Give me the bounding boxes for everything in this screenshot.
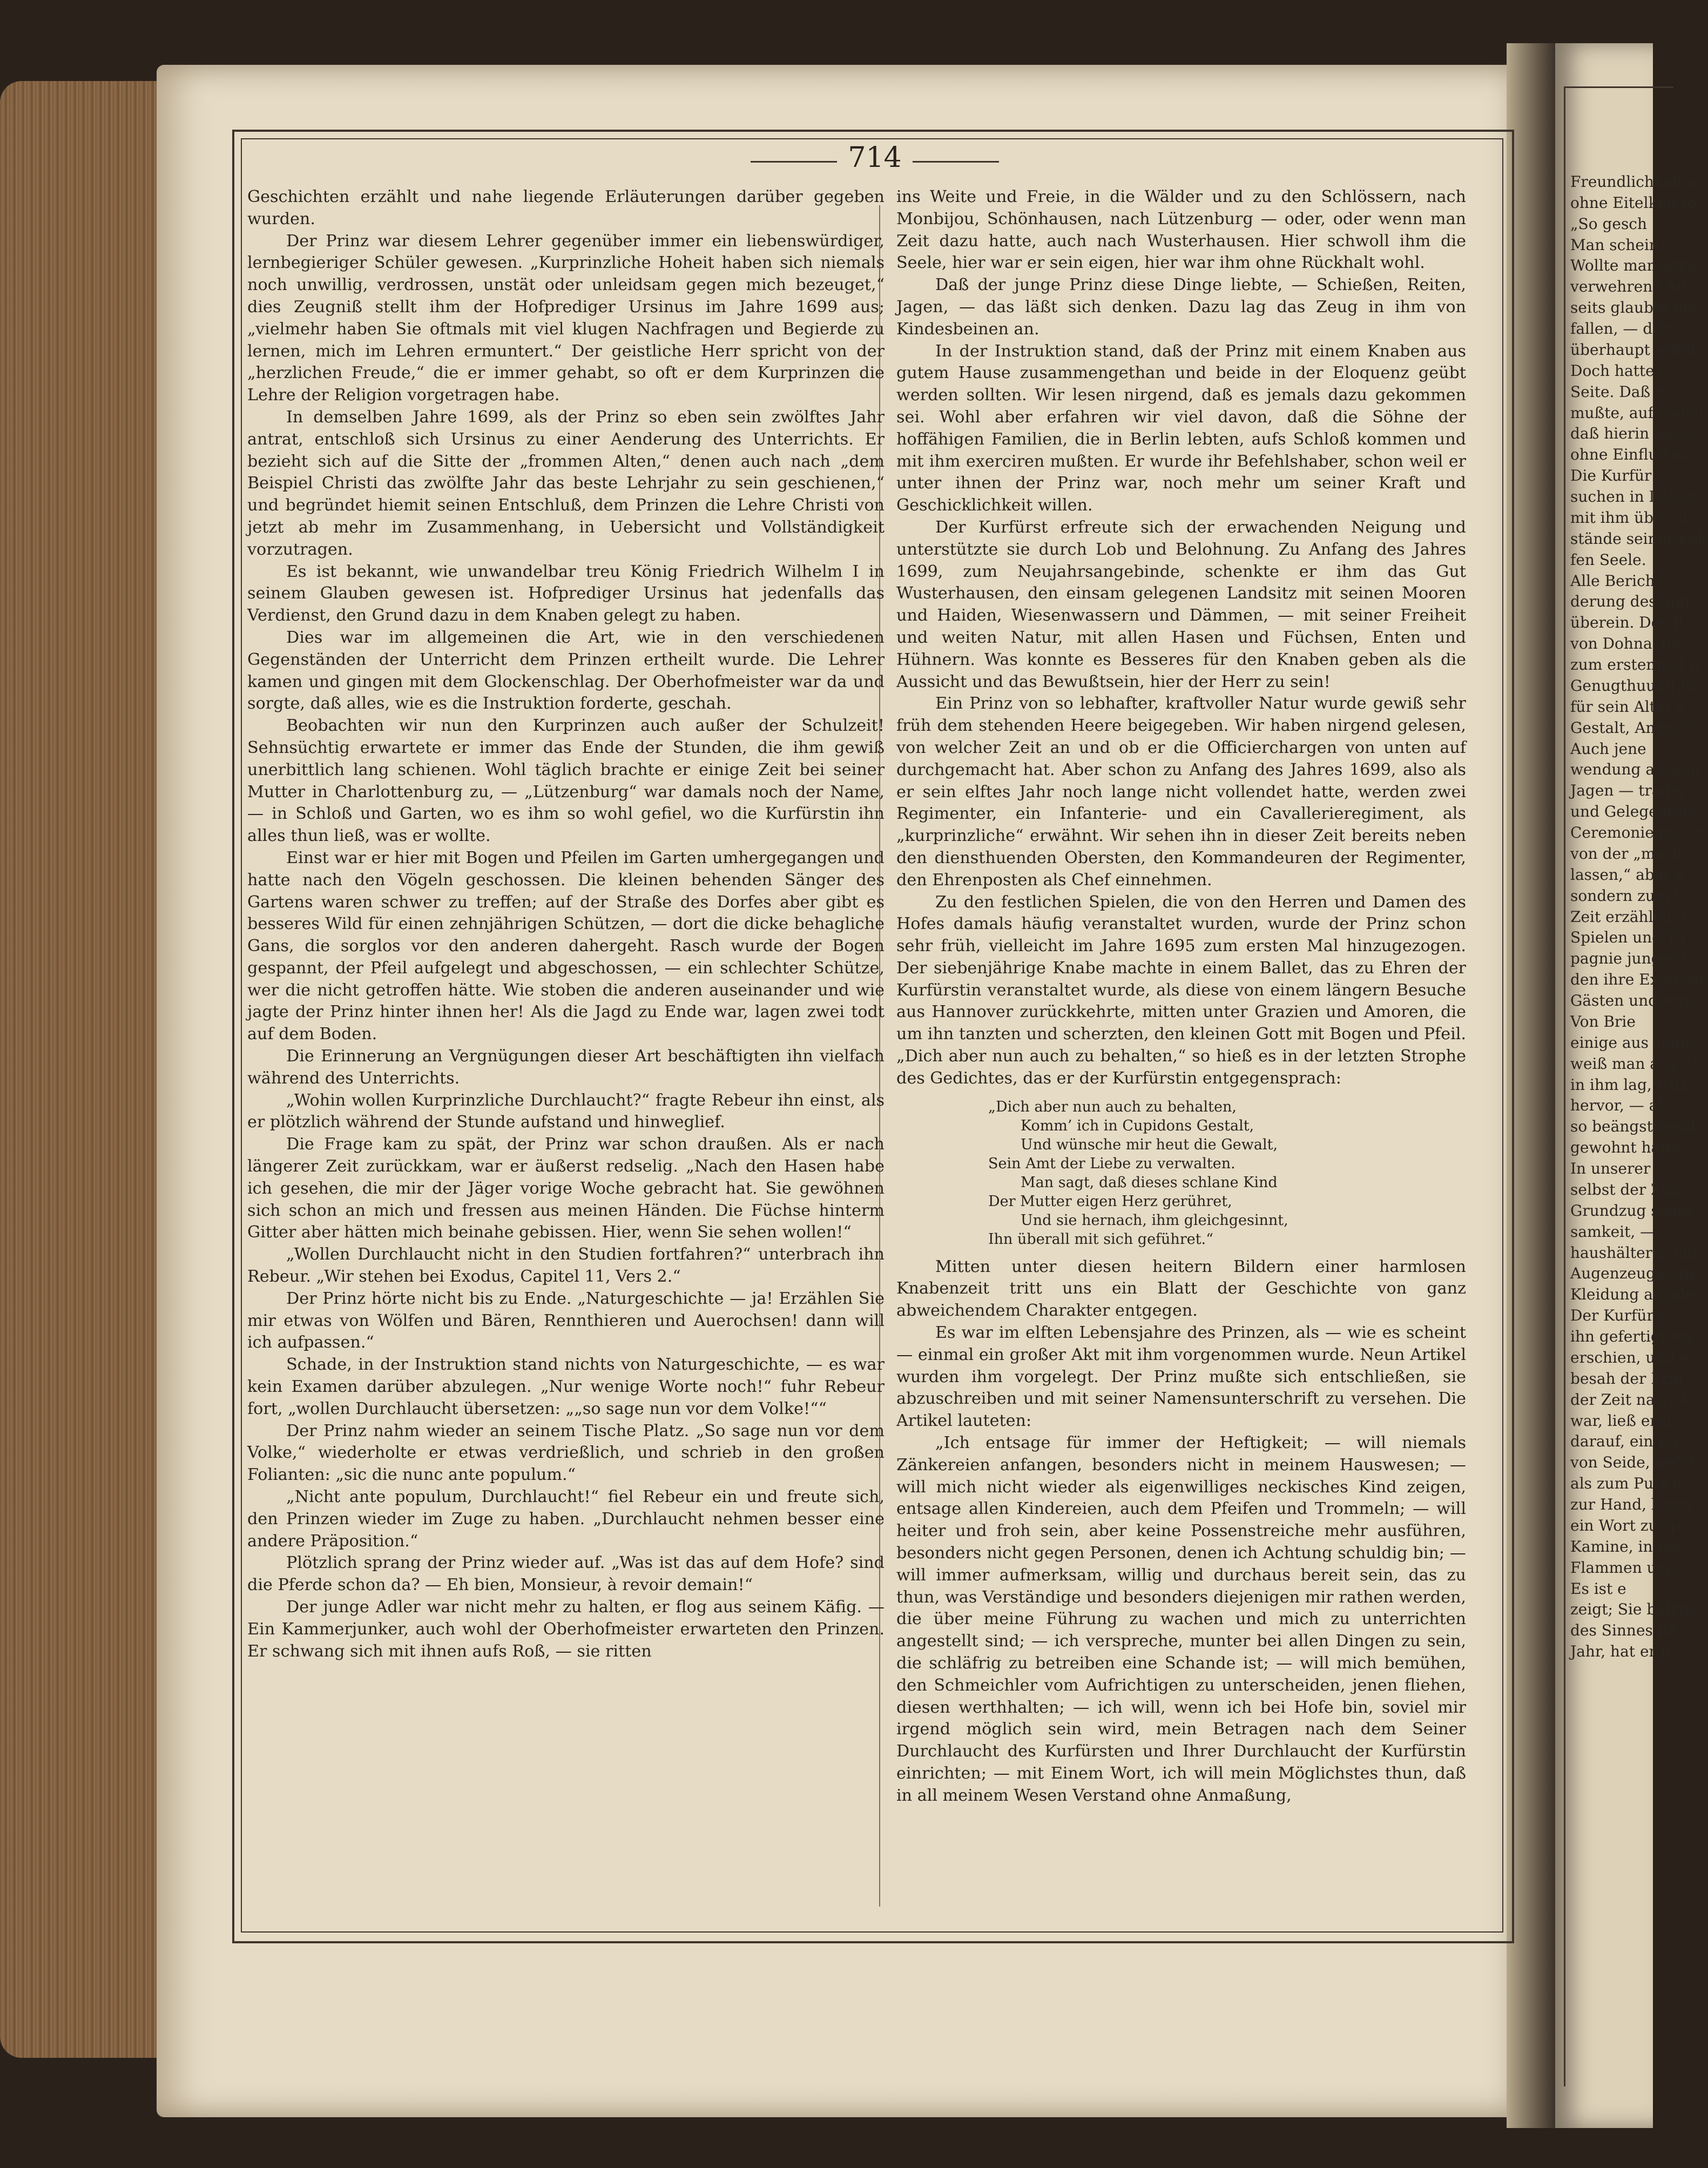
adjacent-page-line: besah der Prin [1570,1369,1683,1388]
paragraph: Mitten unter diesen heitern Bildern einer harmlosen Knabenzeit tritt uns ein Blatt der Geschichte von ganz abweichendem Charakter entgegen. [896,1257,1466,1321]
adjacent-page-line: war, ließ er ih [1570,1411,1677,1430]
paragraph: Der Kurfürst erfreute sich der erwachenden Neigung und unterstützte sie durch Lob und Belohnung. Zu Anfang des Jahres 1699, zum Neujahrsangebinde, schenkte er ihm das Gut Wusterhausen, den einsam gelegenen Landsitz mit seinen Mooren und Haiden, Wiesenwassern und Dämmen, — mit seiner Freiheit und weiten Natur, mit allen Hasen und Füchsen, Enten und Hühnern. Was konnte es Besseres für den Knaben geben als die Aussicht und das Bewußtsein, hier der Herr zu sein! [896,517,1466,691]
poem-line: Und sie hernach, ihm gleichgesinnt, [1021,1211,1288,1229]
adjacent-page-line: der Zeit nach A [1570,1390,1689,1409]
page-number: 714 [848,142,902,174]
adjacent-page-line: ihn gefertigt wa [1570,1328,1693,1346]
adjacent-page-line: Jahr, hat er e [1570,1642,1670,1661]
paragraph: Daß der junge Prinz diese Dinge liebte, — Schießen, Reiten, Jagen, — das läßt sich denken. Dazu lag das Zeug in ihm von Kindesbeinen an. [896,275,1466,339]
adjacent-page-line: derung des ang [1570,593,1690,611]
adjacent-page-line: Es ist e [1570,1579,1626,1598]
paragraph: Es war im elften Lebensjahre des Prinzen, als — wie es scheint — einmal ein großer Akt mit ihm vorgenommen wurde. Neun Artikel wurden ihm vorgelegt. Der Prinz mußte sich entschließen, sie abzuschreiben und mit seiner Namensunterschrift zu versehen. Die Artikel lauteten: [896,1323,1466,1431]
paragraph: Geschichten erzählt und nahe liegende Erläuterungen darüber gegeben wurden. [247,187,885,228]
page-number-rule-left [751,161,837,163]
paragraph: Der Prinz nahm wieder an seinem Tische Platz. „So sage nun vor dem Volke,“ wiederholte er etwas verdrießlich, und schrieb in den großen Folianten: „sic die nunc ante populum.“ [247,1421,885,1485]
paragraph: Die Erinnerung an Vergnügungen dieser Art beschäftigten ihn vielfach während des Unterrichts. [247,1047,885,1088]
paragraph: „Ich entsage für immer der Heftigkeit; — will niemals Zänkereien anfangen, besonders nicht in meinem Hauswesen; — will mich nicht wieder als eigenwilliges neckisches Kind zeigen, entsage allen Kindereien, auch dem Pfeifen und Trommeln; — will heiter und froh sein, aber keine Possenstreiche mehr ausführen, besonders nicht gegen Personen, denen ich Achtung schuldig bin; — will immer aufmerksam, willig und durchaus bereit sein, das zu thun, was Verständige und besonders diejenigen mir rathen werden, die über meine Führung zu wachen und mich zu unterrichten angestellt sind; — ich verspreche, munter bei allen Dingen zu sein, die schläfrig zu betreiben eine Schande ist; — will mich bemühen, den Schmeichler vom Aufrichtigen zu unterscheiden, jenen fliehen, diesen werthhalten; — ich will, wenn ich bei Hofe bin, soviel mir irgend möglich sein wird, mein Betragen nach dem Seiner Durchlaucht des Kurfürsten und Ihrer Durchlaucht der Kurfürstin einrichten; — mit Einem Wort, ich will mein Möglichstes thun, daß in all meinem Wesen Verstand ohne Anmaßung, [896,1433,1466,1805]
paragraph: Der Prinz hörte nicht bis zu Ende. „Naturgeschichte — ja! Erzählen Sie mir etwas von Wölfen und Bären, Rennthieren und Auerochsen! dann will ich aufpassen.“ [247,1289,885,1352]
adjacent-page-line: als zum Putz u [1570,1474,1682,1493]
poem-line: Und wünsche mir heut die Gewalt, [1021,1136,1278,1153]
poem-line: Ihn überall mit sich geführet.“ [988,1230,1213,1248]
adjacent-page-line: mit ihm über al [1570,508,1689,527]
adjacent-page-line: Wollte man wirk [1570,257,1696,275]
poem-line: Der Mutter eigen Herz gerühret, [988,1193,1232,1210]
adjacent-page-line: von der „marti [1570,844,1683,863]
adjacent-page-line: zeigt; Sie betrif [1570,1600,1689,1619]
adjacent-page-line: für sein Alter v [1570,697,1685,716]
paragraph: Es ist bekannt, wie unwandelbar treu König Friedrich Wilhelm I in seinem Glauben gewesen ist. Hofprediger Ursinus hat jedenfalls das Verdienst, den Grund dazu in dem Knaben gelegt zu haben. [247,562,885,625]
paragraph: Die Frage kam zu spät, der Prinz war schon draußen. Als er nach längerer Zeit zurückkam, war er äußerst redselig. „Nach den Hasen habe ich gesehen, die mir der Jäger vorige Woche gebracht hat. Sie gewöhnen sich schon an mich und fressen aus meinen Händen. Die Füchse hinterm Gitter aber hätten mich beinahe gebissen. Hier, wenn Sie sehen wollen!“ [247,1135,885,1242]
paragraph: ins Weite und Freie, in die Wälder und zu den Schlössern, nach Monbijou, Schönhausen, nach Lützenburg — oder, oder wenn man Zeit dazu hatte, auch nach Wusterhausen. Hier schwoll ihm die Seele, hier war er sein eigen, hier war ihm ohne Rückhalt wohl. [896,187,1466,273]
adjacent-page-line: pagnie junger L [1570,950,1692,968]
adjacent-page-line: weiß man aus d [1570,1054,1691,1073]
adjacent-page-line: Von Brie [1570,1012,1636,1031]
adjacent-page-line: Ceremonienmeist [1570,824,1706,842]
adjacent-page-line: Grundzug seine [1570,1201,1691,1220]
paragraph: Schade, in der Instruktion stand nichts von Naturgeschichte, — es war kein Examen darüber abzulegen. „Nur wenige Worte noch!“ fuhr Rebeur fort, „wollen Durchlaucht übersetzen: „„so sage nun vor dem Volke!““ [247,1355,885,1418]
adjacent-page-line: ein Wort zu sp [1570,1516,1680,1534]
adjacent-page-line: hervor, — als [1570,1096,1671,1115]
paragraph: Der Prinz war diesem Lehrer gegenüber immer ein liebenswürdiger, lernbegieriger Schüler gewesen. „Kurprinzliche Hoheit haben sich niemals noch unwillig, verdrossen, unstät oder unleidsam gegen mich bezeuget,“ dies Zeugniß stellt ihm der Hofprediger Ursinus im Jahre 1699 aus; „vielmehr haben Sie oftmals mit viel klugen Nachfragen und Begierde zu lernen, mich im Lehren ermuntert.“ Der geistliche Herr spricht von der „herzlichen Freude,“ die er immer gehabt, so oft er dem Kurprinzen die Lehre der Religion vorgetragen habe. [247,231,885,405]
adjacent-page-line: Gestalt, Anmuth [1570,718,1696,737]
adjacent-page-line: Flammen um d [1570,1558,1686,1577]
adjacent-page-line: Man schein [1570,235,1659,254]
paragraph: Ein Prinz von so lebhafter, kraftvoller Natur wurde gewiß sehr früh dem stehenden Heere beigegeben. Wir haben nirgend gelesen, von welcher Zeit an und ob er die Officierchargen von unten auf durchgemacht hat. Aber schon zu Anfang des Jahres 1699, also als er sein elftes Jahr noch lange nicht vollendet hatte, werden zwei Regimenter, ein Infanterie- und ein Cavallerieregiment, als „kurprinzliche“ erwähnt. Wir sehen ihn in dieser Zeit bereits neben den diensthuenden Obersten, den Kommandeuren der Regimenter, den Ehrenposten als Chef einnehmen. [896,694,1466,890]
adjacent-page-line: Kamine, in we [1570,1537,1679,1556]
adjacent-page-line: in ihm lag, tritt [1570,1075,1687,1094]
poem-line: Sein Amt der Liebe zu verwalten. [988,1155,1236,1172]
left-column [247,186,885,1662]
adjacent-page-line: zur Hand, befra [1570,1496,1692,1513]
adjacent-page-line: Gästen und erre [1570,992,1695,1010]
adjacent-page-line: In unserer [1570,1160,1651,1178]
paragraph: Dies war im allgemeinen die Art, wie in den verschiedenen Gegenständen der Unterricht dem Prinzen ertheilt wurde. Die Lehrer kamen und gingen mit dem Glockenschlag. Der Oberhofmeister war da und sorgte, daß alles, wie es die Instruktion forderte, geschah. [247,628,885,713]
poem-line: Komm’ ich in Cupidons Gestalt, [1021,1117,1254,1134]
adjacent-page-line: Spielen und Tä [1570,928,1685,947]
paragraph: „Nicht ante populum, Durchlaucht!“ fiel Rebeur ein und freute sich, den Prinzen wieder im Zuge zu haben. „Durchlaucht nehmen besser eine andere Präposition.“ [247,1487,885,1551]
adjacent-page-line: haushälterischen [1570,1243,1702,1262]
paragraph: „Wohin wollen Kurprinzliche Durchlaucht?“ fragte Rebeur ihn einst, als er plötzlich während der Stunde aufstand und hinweglief. [247,1090,885,1132]
adjacent-page-line: Kleidung anzule [1570,1285,1695,1304]
adjacent-page-line: stände seiner Lek [1570,529,1707,548]
page-number-rule-right [913,161,999,163]
adjacent-page-line: fallen, — den [1570,320,1671,338]
paragraph: Plötzlich sprang der Prinz wieder auf. „Was ist das auf dem Hofe? sind die Pferde schon da? — Eh bien, Monsieur, à revoir demain!“ [247,1553,885,1595]
adjacent-page-line: daß hierin alles [1570,425,1690,443]
poem [896,1098,1466,1249]
poem-line: Man sagt, daß dieses schlane Kind [1021,1174,1278,1191]
adjacent-page-line: einige aus späte [1570,1033,1695,1052]
adjacent-page-line: Freundlichkeit o [1570,173,1697,191]
adjacent-page-line: von Seide, welch [1570,1453,1700,1472]
adjacent-page-line: selbst der Zug, [1570,1180,1686,1199]
adjacent-page-line: Doch hatte [1570,361,1655,380]
adjacent-page-line: „So gesch [1570,214,1648,233]
adjacent-page-line: überein. Der P [1570,614,1683,632]
adjacent-page-line: den ihre Exercitie [1570,971,1708,989]
paragraph: Einst war er hier mit Bogen und Pfeilen im Garten umhergegangen und hatte nach den Vögeln geschossen. Die kleinen behenden Sänger des Gartens waren schwer zu treffen; auf der Straße des Dorfes aber gibt es besseres Wild für einen zehnjährigen Schützen, — dort die dicke behagliche Gans, die sorglos vor den anderen dahergeht. Rasch wurde der Bogen gespannt, der Pfeil aufgelegt und abgeschossen, — ein schlechter Schütze, wer die nicht getroffen hätte. Wie stoben die anderen auseinander und wie jagte der Prinz hinter ihnen her! Als die Jagd zu Ende war, lagen zwei todt auf dem Boden. [247,848,885,1044]
adjacent-page-line: darauf, ein Ka [1570,1432,1678,1451]
adjacent-page-line: samkeit, — [1570,1222,1656,1241]
adjacent-page-line: Alle Berich [1570,571,1655,590]
paragraph: „Wollen Durchlaucht nicht in den Studien fortfahren?“ unterbrach ihn Rebeur. „Wir stehen bei Exodus, Capitel 11, Vers 2.“ [247,1245,885,1287]
adjacent-page-line: und Gelegentlich [1570,803,1702,821]
adjacent-page-line: verwehren? Au [1570,278,1686,296]
adjacent-page-line: seits glaubte ma [1570,299,1697,317]
adjacent-page-line: so beängstigend [1570,1117,1696,1136]
adjacent-page-line: wendung all sein [1570,760,1700,779]
paragraph: In demselben Jahre 1699, als der Prinz so eben sein zwölftes Jahr antrat, entschloß sich Ursinus zu einer Aenderung des Unterrichts. Er bezieht sich auf die Sitte der „frommen Alten,“ denen auch nach „dem Beispiel Christi das zwölfte Jahr das beste Lehrjahr zu sein geschienen,“ und begründet hiemit seinen Entschluß, dem Prinzen die Lehre Christi von jetzt ab mehr im Zusammenhang, in Uebersicht und Vollständigkeit vorzutragen. [247,407,885,559]
adjacent-page-line: Zeit erzählen, l [1570,907,1686,926]
paragraph: Der junge Adler war nicht mehr zu halten, er flog aus seinem Käfig. — Ein Kammerjunker, auch wohl der Oberhofmeister erwarteten den Prinzen. Er schwang sich mit ihnen aufs Roß, — sie ritten [247,1598,885,1661]
book-gutter [1507,43,1561,2128]
adjacent-page-line: zum erstenmal w [1570,656,1702,674]
adjacent-page-line: überhaupt erfülle [1570,340,1705,359]
adjacent-page-line: Genugthuung fü [1570,676,1696,695]
paragraph: Beobachten wir nun den Kurprinzen auch außer der Schulzeit! Sehnsüchtig erwartete er immer das Ende der Stunden, die ihm gewiß unerbittlich lang schienen. Wohl täglich brachte er einige Zeit bei seiner Mutter in Charlottenburg zu, — „Lützenburg“ war damals noch der Name, — in Schloß und Garten, wo es ihm so wohl gefiel, wo die Kurfürstin ihn alles thun ließ, was er wollte. [247,716,885,846]
adjacent-page-line: Jagen — trager [1570,782,1687,800]
adjacent-page-line: des Sinnes lie [1570,1621,1677,1640]
adjacent-page-line: ohne Eitelkeit fo [1570,193,1697,212]
poem-line: „Dich aber nun auch zu behalten, [988,1098,1237,1115]
book-page-edges [0,81,178,2058]
adjacent-page-line: suchen in Lützen [1570,488,1702,506]
adjacent-page-line: Augenzeugen in [1570,1264,1694,1283]
adjacent-page-line: Auch jene [1570,739,1646,758]
adjacent-page-line: mußte, auf welch [1570,403,1704,422]
adjacent-page-line: Der Kurfür [1570,1307,1654,1325]
adjacent-page-line: lassen,“ aber k [1570,865,1685,884]
paragraph: Zu den festlichen Spielen, die von den Herren und Damen des Hofes damals häufig veranstaltet wurden, wurde der Prinz schon sehr früh, vielleicht im Jahre 1695 zum ersten Mal hinzugezogen. Der siebenjährige Knabe machte in einem Ballet, das zu Ehren der Kurfürstin veranstaltet wurde, als diese von einem längern Besuche aus Hannover zurückkehrte, mitten unter Grazien und Amoren, die um ihn tanzten und scherzten, den kleinen Gott mit Bogen und Pfeil. „Dich aber nun auch zu behalten,“ so hieß es in der letzten Strophe des Gedichtes, das er der Kurfürstin entgegensprach: [896,892,1466,1088]
right-column [896,186,1466,1807]
adjacent-page-line: erschien, und e [1570,1348,1689,1366]
adjacent-page-line: sondern zum Lob [1570,886,1703,905]
adjacent-page-line: Seite. Daß n [1570,382,1665,401]
adjacent-page-line: ohne Einfluß au [1570,446,1692,464]
adjacent-page-line: Die Kurfür [1570,467,1652,485]
adjacent-page-line: fen Seele. [1570,550,1646,569]
paragraph: In der Instruktion stand, daß der Prinz mit einem Knaben aus gutem Hause zusammengethan und beide in der Eloquenz geübt werden sollten. Wir lesen nirgend, daß es jemals dazu gekommen sei. Wohl aber erfahren wir viel davon, daß die Söhne der hoffähigen Familien, die in Berlin lebten, aufs Schloß kommen und mit ihm exerciren mußten. Er wurde ihr Befehlshaber, schon weil er unter ihnen der Prinz war, noch mehr um seiner Kraft und Geschicklichkeit willen. [896,341,1466,515]
adjacent-page-line: von Dohna, de [1570,635,1680,653]
adjacent-page-line: gewohnt hatte, [1570,1139,1686,1157]
